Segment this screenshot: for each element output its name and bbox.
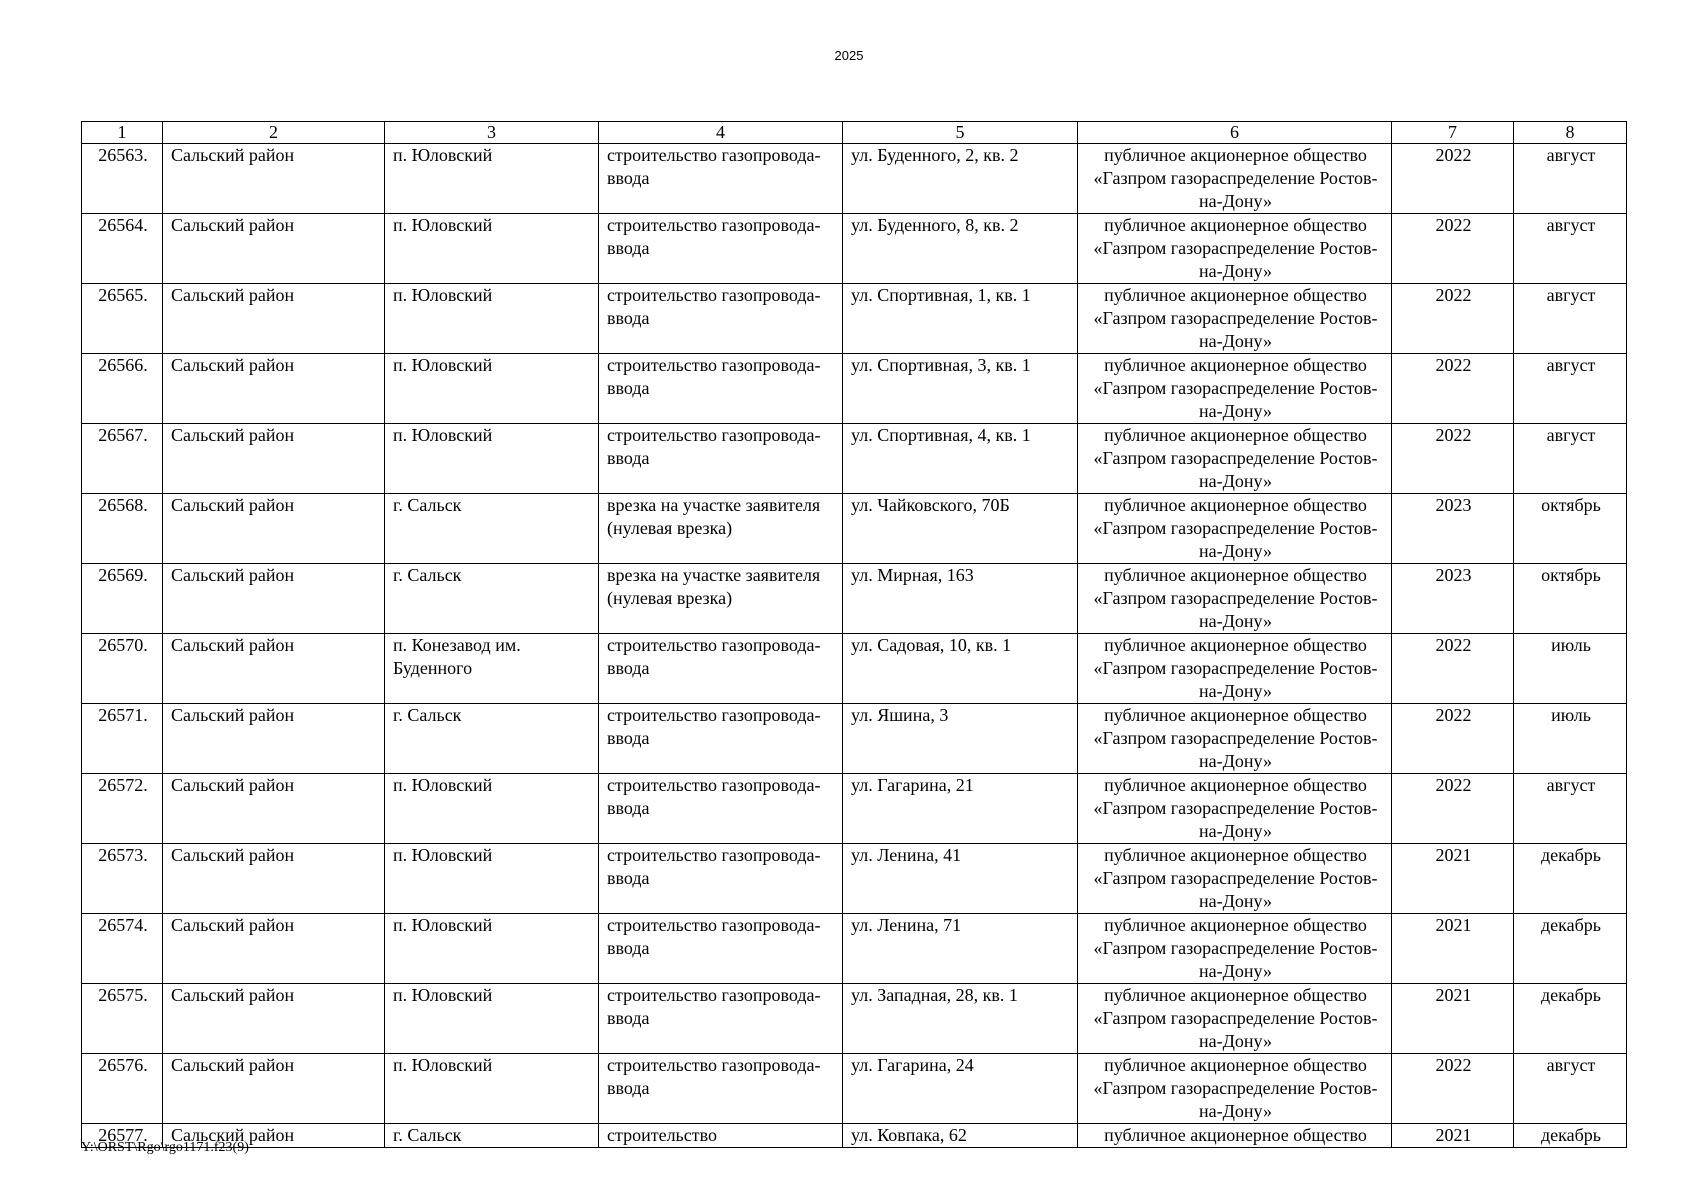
owner-cell: публичное акционерное общество xyxy=(1078,1124,1392,1148)
month-cell: август xyxy=(1514,424,1627,494)
row-number-cell: 26566. xyxy=(82,354,163,424)
work-type-cell: строительство газопровода-ввода xyxy=(599,774,843,844)
year-cell: 2022 xyxy=(1392,284,1514,354)
year-cell: 2022 xyxy=(1392,354,1514,424)
month-cell: август xyxy=(1514,1054,1627,1124)
address-cell: ул. Ковпака, 62 xyxy=(843,1124,1078,1148)
year-cell: 2022 xyxy=(1392,424,1514,494)
header-row xyxy=(82,122,1627,144)
district-cell: Сальский район xyxy=(163,494,385,564)
column-header: 5 xyxy=(843,122,1078,144)
table-row xyxy=(82,914,1627,984)
year-cell: 2022 xyxy=(1392,774,1514,844)
district-cell: Сальский район xyxy=(163,1054,385,1124)
month-cell: август xyxy=(1514,284,1627,354)
district-cell: Сальский район xyxy=(163,144,385,214)
locality-cell: п. Юловский xyxy=(385,984,599,1054)
year-cell: 2021 xyxy=(1392,914,1514,984)
month-cell: декабрь xyxy=(1514,1124,1627,1148)
year-cell: 2022 xyxy=(1392,214,1514,284)
locality-cell: п. Юловский xyxy=(385,424,599,494)
month-cell: август xyxy=(1514,214,1627,284)
locality-cell: п. Юловский xyxy=(385,774,599,844)
locality-cell: г. Сальск xyxy=(385,704,599,774)
district-cell: Сальский район xyxy=(163,914,385,984)
table-row xyxy=(82,634,1627,704)
footer-file-path: Y:\ORST\Rgo\rgo1171.f23(9) xyxy=(81,1140,249,1155)
district-cell: Сальский район xyxy=(163,774,385,844)
work-type-cell: строительство газопровода-ввода xyxy=(599,144,843,214)
owner-cell: публичное акционерное общество «Газпром газораспределение Ростов-на-Дону» xyxy=(1078,914,1392,984)
table-row xyxy=(82,984,1627,1054)
row-number-cell: 26571. xyxy=(82,704,163,774)
row-number-cell: 26569. xyxy=(82,564,163,634)
district-cell: Сальский район xyxy=(163,564,385,634)
locality-cell: п. Конезавод им. Буденного xyxy=(385,634,599,704)
month-cell: декабрь xyxy=(1514,844,1627,914)
table-row xyxy=(82,424,1627,494)
work-type-cell: строительство газопровода-ввода xyxy=(599,844,843,914)
locality-cell: п. Юловский xyxy=(385,144,599,214)
address-cell: ул. Западная, 28, кв. 1 xyxy=(843,984,1078,1054)
row-number-cell: 26565. xyxy=(82,284,163,354)
work-type-cell: строительство газопровода-ввода xyxy=(599,284,843,354)
locality-cell: п. Юловский xyxy=(385,1054,599,1124)
month-cell: декабрь xyxy=(1514,984,1627,1054)
locality-cell: г. Сальск xyxy=(385,564,599,634)
row-number-cell: 26563. xyxy=(82,144,163,214)
owner-cell: публичное акционерное общество «Газпром газораспределение Ростов-на-Дону» xyxy=(1078,354,1392,424)
locality-cell: г. Сальск xyxy=(385,1124,599,1148)
year-cell: 2023 xyxy=(1392,564,1514,634)
year-cell: 2021 xyxy=(1392,844,1514,914)
table-row xyxy=(82,494,1627,564)
table-row xyxy=(82,144,1627,214)
column-header: 7 xyxy=(1392,122,1514,144)
owner-cell: публичное акционерное общество «Газпром газораспределение Ростов-на-Дону» xyxy=(1078,144,1392,214)
registry-table xyxy=(81,121,1627,1148)
month-cell: июль xyxy=(1514,704,1627,774)
work-type-cell: врезка на участке заявителя (нулевая врезка) xyxy=(599,494,843,564)
year-cell: 2021 xyxy=(1392,984,1514,1054)
work-type-cell: строительство xyxy=(599,1124,843,1148)
work-type-cell: строительство газопровода-ввода xyxy=(599,634,843,704)
column-header: 4 xyxy=(599,122,843,144)
row-number-cell: 26564. xyxy=(82,214,163,284)
work-type-cell: строительство газопровода-ввода xyxy=(599,704,843,774)
table-row xyxy=(82,844,1627,914)
address-cell: ул. Чайковского, 70Б xyxy=(843,494,1078,564)
address-cell: ул. Спортивная, 1, кв. 1 xyxy=(843,284,1078,354)
district-cell: Сальский район xyxy=(163,354,385,424)
owner-cell: публичное акционерное общество «Газпром газораспределение Ростов-на-Дону» xyxy=(1078,704,1392,774)
address-cell: ул. Ленина, 41 xyxy=(843,844,1078,914)
work-type-cell: строительство газопровода-ввода xyxy=(599,424,843,494)
address-cell: ул. Ленина, 71 xyxy=(843,914,1078,984)
owner-cell: публичное акционерное общество «Газпром газораспределение Ростов-на-Дону» xyxy=(1078,844,1392,914)
row-number-cell: 26576. xyxy=(82,1054,163,1124)
row-number-cell: 26575. xyxy=(82,984,163,1054)
address-cell: ул. Буденного, 8, кв. 2 xyxy=(843,214,1078,284)
row-number-cell: 26568. xyxy=(82,494,163,564)
month-cell: декабрь xyxy=(1514,914,1627,984)
column-header: 8 xyxy=(1514,122,1627,144)
district-cell: Сальский район xyxy=(163,284,385,354)
address-cell: ул. Яшина, 3 xyxy=(843,704,1078,774)
month-cell: октябрь xyxy=(1514,494,1627,564)
locality-cell: г. Сальск xyxy=(385,494,599,564)
year-cell: 2023 xyxy=(1392,494,1514,564)
owner-cell: публичное акционерное общество «Газпром газораспределение Ростов-на-Дону» xyxy=(1078,214,1392,284)
table-row xyxy=(82,1124,1627,1148)
owner-cell: публичное акционерное общество «Газпром газораспределение Ростов-на-Дону» xyxy=(1078,634,1392,704)
locality-cell: п. Юловский xyxy=(385,214,599,284)
table-row xyxy=(82,774,1627,844)
work-type-cell: врезка на участке заявителя (нулевая врезка) xyxy=(599,564,843,634)
address-cell: ул. Гагарина, 24 xyxy=(843,1054,1078,1124)
address-cell: ул. Садовая, 10, кв. 1 xyxy=(843,634,1078,704)
address-cell: ул. Гагарина, 21 xyxy=(843,774,1078,844)
column-header: 6 xyxy=(1078,122,1392,144)
address-cell: ул. Буденного, 2, кв. 2 xyxy=(843,144,1078,214)
district-cell: Сальский район xyxy=(163,634,385,704)
column-header: 1 xyxy=(82,122,163,144)
locality-cell: п. Юловский xyxy=(385,284,599,354)
work-type-cell: строительство газопровода-ввода xyxy=(599,914,843,984)
owner-cell: публичное акционерное общество «Газпром газораспределение Ростов-на-Дону» xyxy=(1078,564,1392,634)
table-row xyxy=(82,214,1627,284)
owner-cell: публичное акционерное общество «Газпром газораспределение Ростов-на-Дону» xyxy=(1078,284,1392,354)
month-cell: август xyxy=(1514,774,1627,844)
district-cell: Сальский район xyxy=(163,424,385,494)
year-cell: 2022 xyxy=(1392,144,1514,214)
row-number-cell: 26577. xyxy=(82,1124,163,1148)
locality-cell: п. Юловский xyxy=(385,914,599,984)
owner-cell: публичное акционерное общество «Газпром газораспределение Ростов-на-Дону» xyxy=(1078,1054,1392,1124)
district-cell: Сальский район xyxy=(163,704,385,774)
table-row xyxy=(82,354,1627,424)
row-number-cell: 26573. xyxy=(82,844,163,914)
row-number-cell: 26567. xyxy=(82,424,163,494)
year-cell: 2022 xyxy=(1392,634,1514,704)
year-cell: 2021 xyxy=(1392,1124,1514,1148)
address-cell: ул. Спортивная, 3, кв. 1 xyxy=(843,354,1078,424)
table-row xyxy=(82,1054,1627,1124)
district-cell: Сальский район xyxy=(163,214,385,284)
owner-cell: публичное акционерное общество «Газпром газораспределение Ростов-на-Дону» xyxy=(1078,494,1392,564)
table-row xyxy=(82,284,1627,354)
owner-cell: публичное акционерное общество «Газпром газораспределение Ростов-на-Дону» xyxy=(1078,774,1392,844)
year-cell: 2022 xyxy=(1392,704,1514,774)
locality-cell: п. Юловский xyxy=(385,844,599,914)
work-type-cell: строительство газопровода-ввода xyxy=(599,354,843,424)
work-type-cell: строительство газопровода-ввода xyxy=(599,1054,843,1124)
column-header: 2 xyxy=(163,122,385,144)
year-cell: 2022 xyxy=(1392,1054,1514,1124)
work-type-cell: строительство газопровода-ввода xyxy=(599,214,843,284)
district-cell: Сальский район xyxy=(163,844,385,914)
locality-cell: п. Юловский xyxy=(385,354,599,424)
address-cell: ул. Спортивная, 4, кв. 1 xyxy=(843,424,1078,494)
month-cell: август xyxy=(1514,354,1627,424)
district-cell: Сальский район xyxy=(163,984,385,1054)
page-number: 2025 xyxy=(834,48,864,63)
district-cell: Сальский район xyxy=(163,1124,385,1148)
address-cell: ул. Мирная, 163 xyxy=(843,564,1078,634)
owner-cell: публичное акционерное общество «Газпром газораспределение Ростов-на-Дону» xyxy=(1078,984,1392,1054)
row-number-cell: 26570. xyxy=(82,634,163,704)
row-number-cell: 26572. xyxy=(82,774,163,844)
owner-cell: публичное акционерное общество «Газпром газораспределение Ростов-на-Дону» xyxy=(1078,424,1392,494)
month-cell: август xyxy=(1514,144,1627,214)
table-row xyxy=(82,704,1627,774)
month-cell: октябрь xyxy=(1514,564,1627,634)
month-cell: июль xyxy=(1514,634,1627,704)
row-number-cell: 26574. xyxy=(82,914,163,984)
work-type-cell: строительство газопровода-ввода xyxy=(599,984,843,1054)
column-header: 3 xyxy=(385,122,599,144)
table-row xyxy=(82,564,1627,634)
